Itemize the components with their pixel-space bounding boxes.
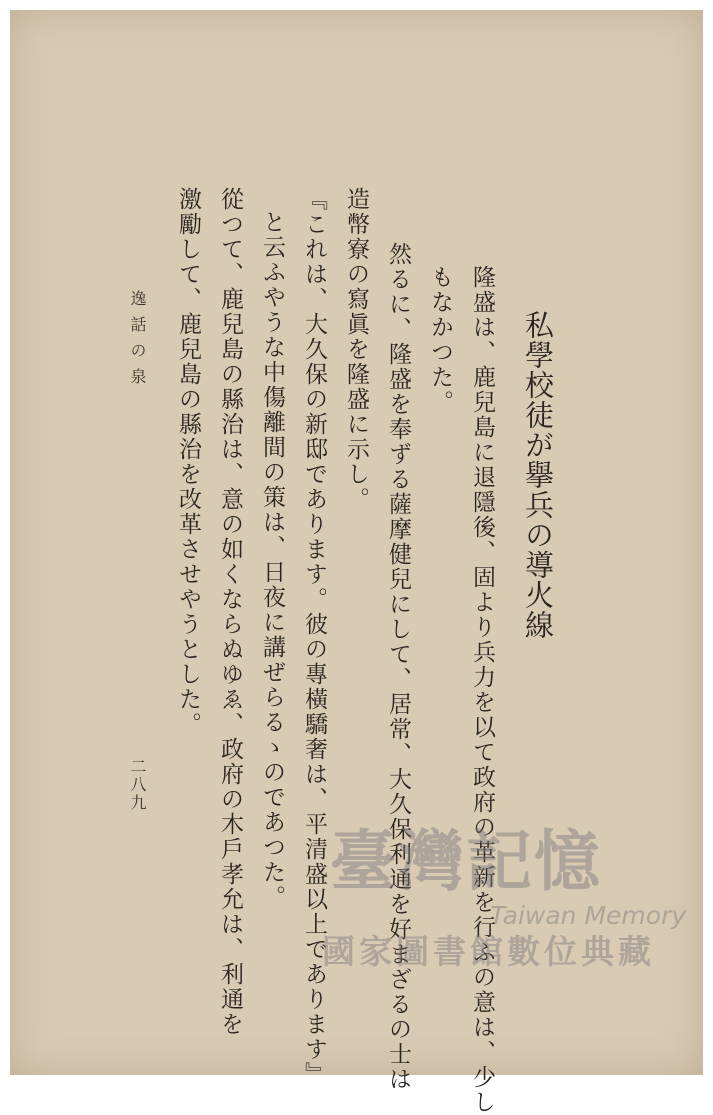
body-column-5: 『これは、大久保の新邸であります。彼の專橫驕奢は、平清盛以上であります』 [301,187,327,1087]
article-title: 私學校徒が擧兵の導火線 [521,310,555,640]
watermark-english: Taiwan Memory [490,901,687,930]
body-column-7: 從つて、鹿兒島の縣治は、意の如くならぬゆゑ、政府の木戶孝允は、利通を [217,187,243,1037]
running-title: 逸話の泉 [128,290,147,394]
body-column-1: 隆盛は、鹿兒島に退隱後、固より兵力を以て政府の革新を行ふの意は、少し [469,265,495,1115]
body-column-3: 然るに、隆盛を奉ずる薩摩健兒にして、居常、大久保利通を好まざるの士は [385,242,411,1092]
watermark-institution: 國家圖書館數位典藏 [322,932,655,971]
body-column-4: 造幣寮の寫眞を隆盛に示し。 [343,187,369,512]
body-column-2: もなかつた。 [427,265,453,415]
body-column-6: と云ふやうな中傷離間の策は、日夜に講ぜらるゝのであつた。 [259,210,285,910]
body-column-8: 激勵して、鹿兒島の縣治を改革させやうとした。 [175,187,201,737]
taiwan-memory-watermark [322,820,686,974]
page-number: 二八九 [128,758,147,812]
watermark-logo-text: 臺灣記憶 [330,822,602,900]
